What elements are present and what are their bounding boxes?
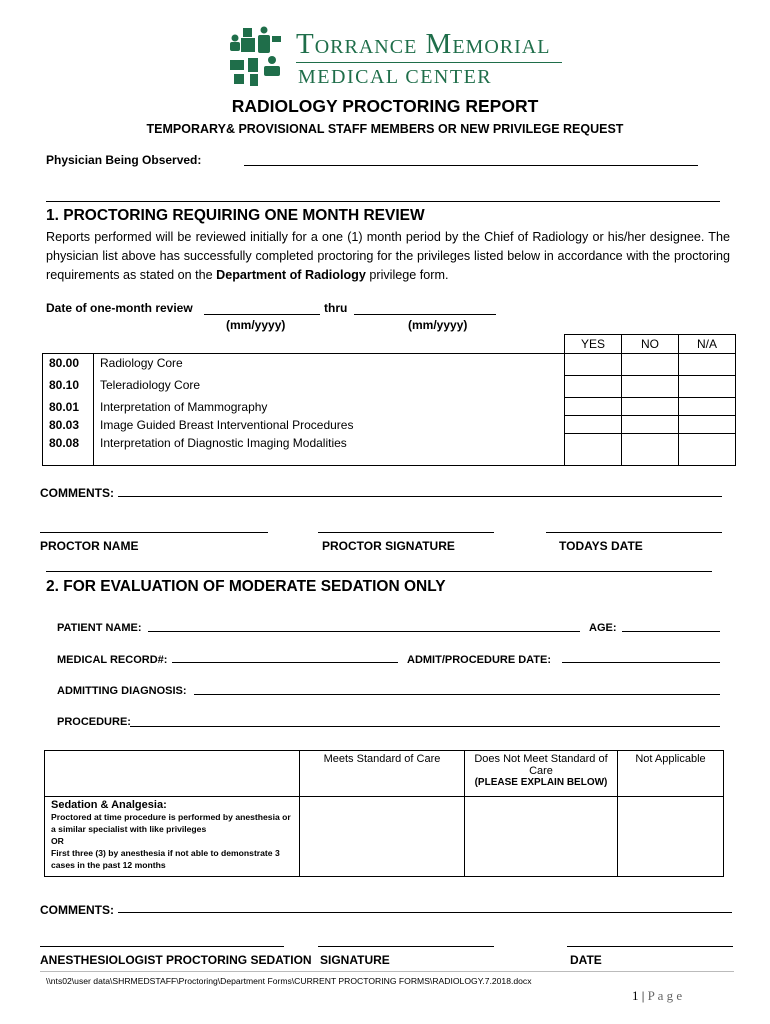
row-label: Radiology Core (94, 354, 565, 376)
sedation-header-blank (45, 751, 300, 797)
physician-field[interactable] (244, 165, 698, 166)
proctor-name-field[interactable] (40, 532, 268, 533)
todays-date-label: TODAYS DATE (559, 539, 643, 553)
not-meets-cell[interactable] (465, 797, 618, 877)
footer-rule (40, 971, 734, 972)
table-row (43, 434, 736, 466)
comments-label: COMMENTS: (40, 486, 114, 500)
na-cell[interactable] (679, 398, 736, 416)
row-label: Interpretation of Mammography (94, 398, 565, 416)
na-cell[interactable] (679, 376, 736, 398)
yes-cell[interactable] (565, 398, 622, 416)
meets-cell[interactable] (300, 797, 465, 877)
medical-record-field[interactable] (172, 662, 398, 663)
org-name: Torrance Memorial (296, 28, 551, 60)
logo-rule (296, 62, 562, 63)
para-text-2: privilege form. (365, 268, 449, 282)
date-label: DATE (570, 953, 602, 967)
col-not-meets (465, 751, 618, 797)
sedation-cell (45, 797, 300, 877)
table-row (43, 354, 736, 376)
date-field[interactable] (567, 946, 733, 947)
na-cell[interactable] (679, 434, 736, 466)
row-code: 80.00 (43, 354, 94, 376)
no-cell[interactable] (622, 434, 679, 466)
comments-field[interactable] (118, 496, 722, 497)
proctor-signature-label: PROCTOR SIGNATURE (322, 539, 455, 553)
proctor-name-label: PROCTOR NAME (40, 539, 139, 553)
row-code: 80.10 (43, 376, 94, 398)
row-label: Teleradiology Core (94, 376, 565, 398)
row-label: Interpretation of Diagnostic Imaging Modalities (94, 434, 565, 466)
mm-yyyy-1: (mm/yyyy) (226, 318, 286, 332)
comments-field-2[interactable] (118, 912, 732, 913)
row-label: Image Guided Breast Interventional Procedures (94, 416, 565, 434)
admitting-diagnosis-label: ADMITTING DIAGNOSIS: (57, 685, 187, 697)
page-subtitle: TEMPORARY& PROVISIONAL STAFF MEMBERS OR NEW PRIVILEGE REQUEST (146, 122, 624, 136)
logo-figures-icon (228, 26, 286, 88)
col-not-meets-text: Does Not Meet Standard of Care (474, 753, 608, 777)
no-cell[interactable] (622, 398, 679, 416)
para-bold: Department of Radiology (216, 268, 366, 282)
divider (46, 201, 720, 202)
age-field[interactable] (622, 631, 720, 632)
col-not-meets-note: (PLEASE EXPLAIN BELOW) (474, 777, 608, 788)
sedation-title: Sedation & Analgesia: (51, 799, 167, 811)
anesthesiologist-label: ANESTHESIOLOGIST PROCTORING SEDATION (40, 953, 312, 967)
table-row (43, 398, 736, 416)
yes-cell[interactable] (565, 434, 622, 466)
procedure-label: PROCEDURE: (57, 716, 131, 728)
admit-date-label: ADMIT/PROCEDURE DATE: (407, 654, 552, 666)
col-na: N/A (679, 335, 736, 354)
thru-label: thru (324, 301, 348, 315)
sedation-table (44, 750, 724, 877)
section1-paragraph (46, 228, 730, 285)
page-number-value: 1 (632, 988, 639, 1003)
divider (46, 571, 712, 572)
col-no: NO (622, 335, 679, 354)
patient-name-label: PATIENT NAME: (57, 622, 142, 634)
age-label: AGE: (589, 622, 617, 634)
col-not-applicable: Not Applicable (618, 751, 724, 797)
not-applicable-cell[interactable] (618, 797, 724, 877)
col-meets: Meets Standard of Care (300, 751, 465, 797)
patient-name-field[interactable] (148, 631, 580, 632)
col-yes: YES (565, 335, 622, 354)
sedation-line-2: First three (3) by anesthesia if not able to demonstrate 3 cases in the past 12 months (51, 848, 280, 870)
yes-cell[interactable] (565, 376, 622, 398)
todays-date-field[interactable] (546, 532, 722, 533)
procedure-field[interactable] (130, 726, 720, 727)
mm-yyyy-2: (mm/yyyy) (408, 318, 468, 332)
no-cell[interactable] (622, 354, 679, 376)
table-row (43, 376, 736, 398)
section2-heading: 2. FOR EVALUATION OF MODERATE SEDATION ONLY (46, 578, 446, 595)
para-text-1: Reports performed will be reviewed initially for a one (1) month period by the Chief of Radiology or his/her designee. The physician list above has successfully completed proctoring for the privileges listed below in accordance with the proctoring requirements as stated on the (46, 230, 730, 282)
page-title: RADIOLOGY PROCTORING REPORT (231, 96, 539, 116)
anesthesiologist-field[interactable] (40, 946, 284, 947)
yes-cell[interactable] (565, 416, 622, 434)
date-thru-field[interactable] (354, 314, 496, 315)
medical-record-label: MEDICAL RECORD#: (57, 654, 168, 666)
sedation-line-1: Proctored at time procedure is performed by anesthesia or a similar specialist with like privileges (51, 812, 291, 834)
na-cell[interactable] (679, 416, 736, 434)
date-review-label: Date of one-month review (46, 301, 193, 315)
proctor-signature-field[interactable] (318, 532, 494, 533)
row-code: 80.08 (43, 434, 94, 466)
row-code: 80.03 (43, 416, 94, 434)
footer-file-path: \\nts02\user data\SHRMEDSTAFF\Proctoring\Department Forms\CURRENT PROCTORING FORMS\RADIOLOGY.7.2018.docx (46, 976, 532, 986)
row-code: 80.01 (43, 398, 94, 416)
comments-label-2: COMMENTS: (40, 903, 114, 917)
admitting-diagnosis-field[interactable] (194, 694, 720, 695)
privileges-table (42, 334, 736, 466)
sedation-or: OR (51, 836, 64, 846)
yes-cell[interactable] (565, 354, 622, 376)
page-number: 1 | P a g e (632, 988, 683, 1003)
no-cell[interactable] (622, 416, 679, 434)
table-row (45, 797, 724, 877)
admit-date-field[interactable] (562, 662, 720, 663)
na-cell[interactable] (679, 354, 736, 376)
table-header-blank (43, 335, 565, 354)
date-from-field[interactable] (204, 314, 320, 315)
no-cell[interactable] (622, 376, 679, 398)
signature-label: SIGNATURE (320, 953, 390, 967)
physician-label: Physician Being Observed: (46, 153, 202, 167)
table-row (43, 416, 736, 434)
signature-field[interactable] (318, 946, 494, 947)
section1-heading: 1. PROCTORING REQUIRING ONE MONTH REVIEW (46, 207, 425, 224)
org-subtitle: MEDICAL CENTER (298, 66, 493, 88)
page-word: P a g e (647, 988, 683, 1003)
